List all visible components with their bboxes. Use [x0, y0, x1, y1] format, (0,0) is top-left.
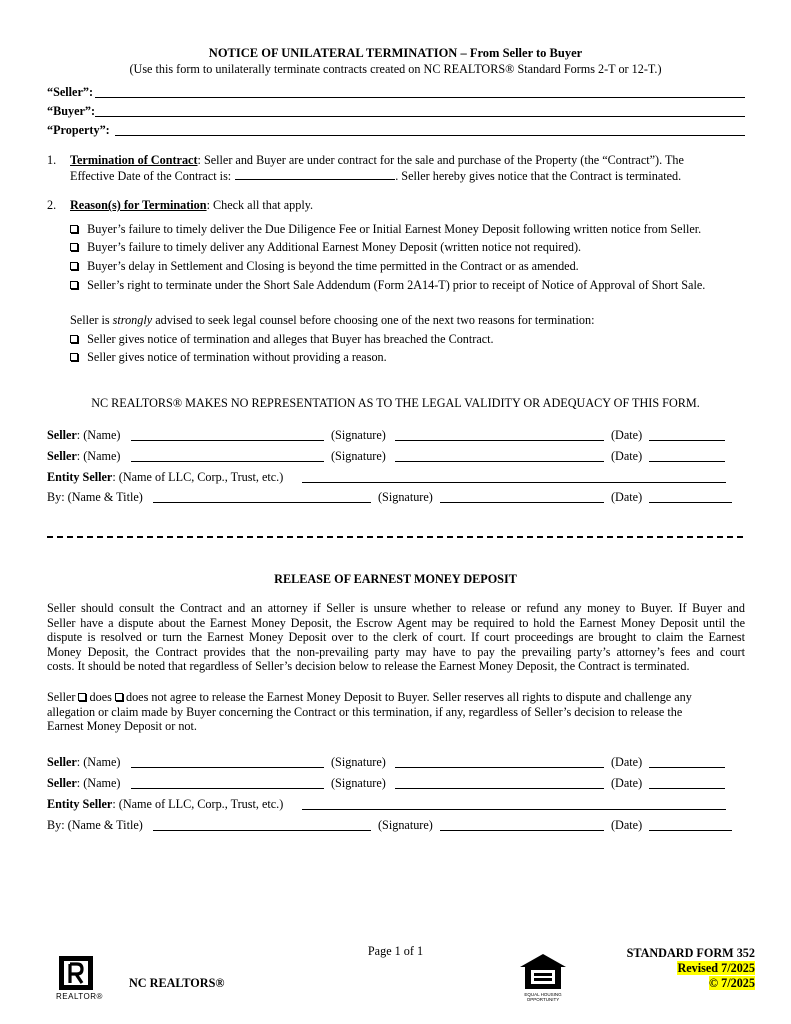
seller-name-label-1: Seller: (Name) [47, 428, 121, 442]
signature-label: (Signature) [331, 449, 386, 463]
effective-date-field[interactable] [235, 169, 395, 180]
release-paragraph-line: Money Deposit, the Contract provides that the non-prevailing party may have to pay the prevailing party’s attorney’s fees and court [47, 644, 745, 659]
section1-line2 [70, 169, 681, 184]
realtor-logo-icon [56, 955, 103, 1003]
property-field[interactable] [115, 135, 745, 136]
release-paragraph-line: Seller should consult the Contract and an attorney if Seller is unsure whether to release or refund any money to Buyer. If Buyer and [47, 601, 745, 615]
release-agreement-line3: Earnest Money Deposit or not. [47, 719, 197, 734]
section2-number: 2. [47, 198, 57, 212]
seller-date-field[interactable] [649, 461, 725, 462]
checkbox-icon[interactable] [70, 281, 78, 289]
seller-date-field[interactable] [649, 788, 725, 789]
seller-name-label-1: Seller: (Name) [47, 755, 121, 769]
seller-name-label-2: Seller: (Name) [47, 449, 121, 463]
entity-signature-field[interactable] [440, 830, 604, 831]
date-label: (Date) [611, 428, 643, 442]
buyer-field[interactable] [95, 116, 745, 117]
signature-label: (Signature) [331, 428, 386, 442]
terminate-notice-text: . Seller hereby gives notice that the Contract is terminated. [395, 169, 682, 183]
entity-seller-label: Entity Seller: (Name of LLC, Corp., Trust, etc.) [47, 797, 284, 811]
entity-seller-field[interactable] [302, 482, 726, 483]
reason-option-3 [70, 259, 579, 274]
reason-option-label: Seller’s right to terminate under the Short Sale Addendum (Form 2A14-T) prior to receipt of Notice of Approval of Short Sale. [87, 278, 706, 292]
release-title: RELEASE OF EARNEST MONEY DEPOSIT [274, 572, 517, 586]
checkbox-icon[interactable] [70, 243, 78, 251]
reason-option-label: Seller gives notice of termination and alleges that Buyer has breached the Contract. [87, 332, 494, 346]
seller-date-field[interactable] [649, 440, 725, 441]
seller-name-field[interactable] [131, 788, 324, 789]
reason-option-label: Buyer’s failure to timely deliver any Additional Earnest Money Deposit (written notice not required). [87, 240, 582, 254]
section1-number: 1. [47, 153, 57, 167]
buyer-label: “Buyer”: [47, 104, 96, 118]
page-number: Page 1 of 1 [367, 944, 424, 958]
release-agreement-line2: allegation or claim made by Buyer concerning the Contract or this termination, if any, regardless of Seller’s decision to release the [47, 704, 683, 719]
section2-heading: Reason(s) for Termination [70, 198, 207, 212]
seller-name-field[interactable] [131, 461, 324, 462]
form-subtitle: (Use this form to unilaterally terminate contracts created on NC REALTORS® Standard Forms 2-T or 12-T.) [129, 62, 662, 76]
checkbox-icon[interactable] [115, 693, 123, 701]
cut-line-divider [47, 536, 743, 538]
by-name-title-field[interactable] [153, 502, 371, 503]
copyright: © 7/2025 [708, 976, 755, 990]
entity-signature-field[interactable] [440, 502, 604, 503]
date-label: (Date) [611, 449, 643, 463]
by-name-title-label: By: (Name & Title) [47, 490, 143, 504]
date-label: (Date) [611, 776, 643, 790]
release-paragraph-line: costs. It should be noted that regardless of Seller’s decision below to release the Earnest Money Deposit, the Contract is terminated. [47, 659, 690, 674]
property-label: “Property”: [47, 123, 110, 137]
signature-label: (Signature) [378, 818, 433, 832]
section1-line1 [70, 153, 745, 168]
seller-signature-field[interactable] [395, 461, 604, 462]
release-paragraph-line: Seller have a dispute about the Earnest Money Deposit, the Escrow Agent may be required to hold the Earnest Money Deposit until the [47, 615, 745, 630]
footer-org: NC REALTORS® [129, 976, 225, 990]
section2-intro: : Check all that apply. [206, 198, 314, 212]
signature-label: (Signature) [331, 755, 386, 769]
by-name-title-field[interactable] [153, 830, 371, 831]
reason-option-6 [70, 350, 387, 365]
date-label: (Date) [611, 755, 643, 769]
checkbox-icon[interactable] [70, 262, 78, 270]
seller-date-field[interactable] [649, 767, 725, 768]
seller-signature-field[interactable] [395, 440, 604, 441]
reason-option-5 [70, 332, 494, 347]
entity-date-field[interactable] [649, 502, 732, 503]
seller-field[interactable] [95, 97, 745, 98]
seller-name-field[interactable] [131, 767, 324, 768]
section1-text: : Seller and Buyer are under contract for the sale and purchase of the Property (the “Contract”). The [197, 153, 684, 167]
seller-name-field[interactable] [131, 440, 324, 441]
form-title: NOTICE OF UNILATERAL TERMINATION – From Seller to Buyer [208, 46, 583, 60]
section1-heading: Termination of Contract [70, 153, 198, 167]
seller-label: “Seller”: [47, 85, 94, 99]
by-name-title-label: By: (Name & Title) [47, 818, 143, 832]
reason-option-1 [70, 222, 701, 237]
entity-date-field[interactable] [649, 830, 732, 831]
checkbox-icon[interactable] [70, 353, 78, 361]
entity-seller-field[interactable] [302, 809, 726, 810]
entity-seller-label: Entity Seller: (Name of LLC, Corp., Trust, etc.) [47, 470, 284, 484]
release-paragraph [47, 601, 745, 674]
revised-date: Revised 7/2025 [677, 961, 755, 975]
effective-date-label: Effective Date of the Contract is: [70, 169, 232, 183]
release-agreement-line1: Seller does does not agree to release the Earnest Money Deposit to Buyer. Seller reserves all rights to dispute and challenge any [47, 690, 692, 704]
reason-option-label: Seller gives notice of termination without providing a reason. [87, 350, 387, 364]
equal-housing-icon [518, 953, 568, 1003]
release-paragraph-line: dispute is resolved or turn the Earnest Money Deposit over to the clerk of court. If court proceedings are brought to claim the Earnest [47, 630, 745, 645]
seller-signature-field[interactable] [395, 767, 604, 768]
reason-option-label: Buyer’s delay in Settlement and Closing is beyond the time permitted in the Contract or as amended. [87, 259, 579, 273]
checkbox-icon[interactable] [70, 225, 78, 233]
date-label: (Date) [611, 818, 643, 832]
seller-name-label-2: Seller: (Name) [47, 776, 121, 790]
section2-header [70, 198, 313, 213]
signature-label: (Signature) [378, 490, 433, 504]
disclaimer: NC REALTORS® MAKES NO REPRESENTATION AS TO THE LEGAL VALIDITY OR ADEQUACY OF THIS FORM. [91, 396, 700, 410]
release-agreement [47, 690, 745, 734]
legal-advice-text: Seller is strongly advised to seek legal counsel before choosing one of the next two reasons for termination: [70, 313, 595, 327]
date-label: (Date) [611, 490, 643, 504]
reason-option-2 [70, 240, 581, 255]
reason-option-4 [70, 278, 705, 293]
reason-option-label: Buyer’s failure to timely deliver the Due Diligence Fee or Initial Earnest Money Deposit following written notice from Seller. [87, 222, 702, 236]
equal-housing-text: EQUAL HOUSING OPPORTUNITY [524, 992, 562, 1002]
realtor-logo-text: REALTOR® [56, 992, 103, 1001]
seller-signature-field[interactable] [395, 788, 604, 789]
checkbox-icon[interactable] [70, 335, 78, 343]
signature-label: (Signature) [331, 776, 386, 790]
checkbox-icon[interactable] [78, 693, 86, 701]
form-number: STANDARD FORM 352 [626, 946, 755, 960]
